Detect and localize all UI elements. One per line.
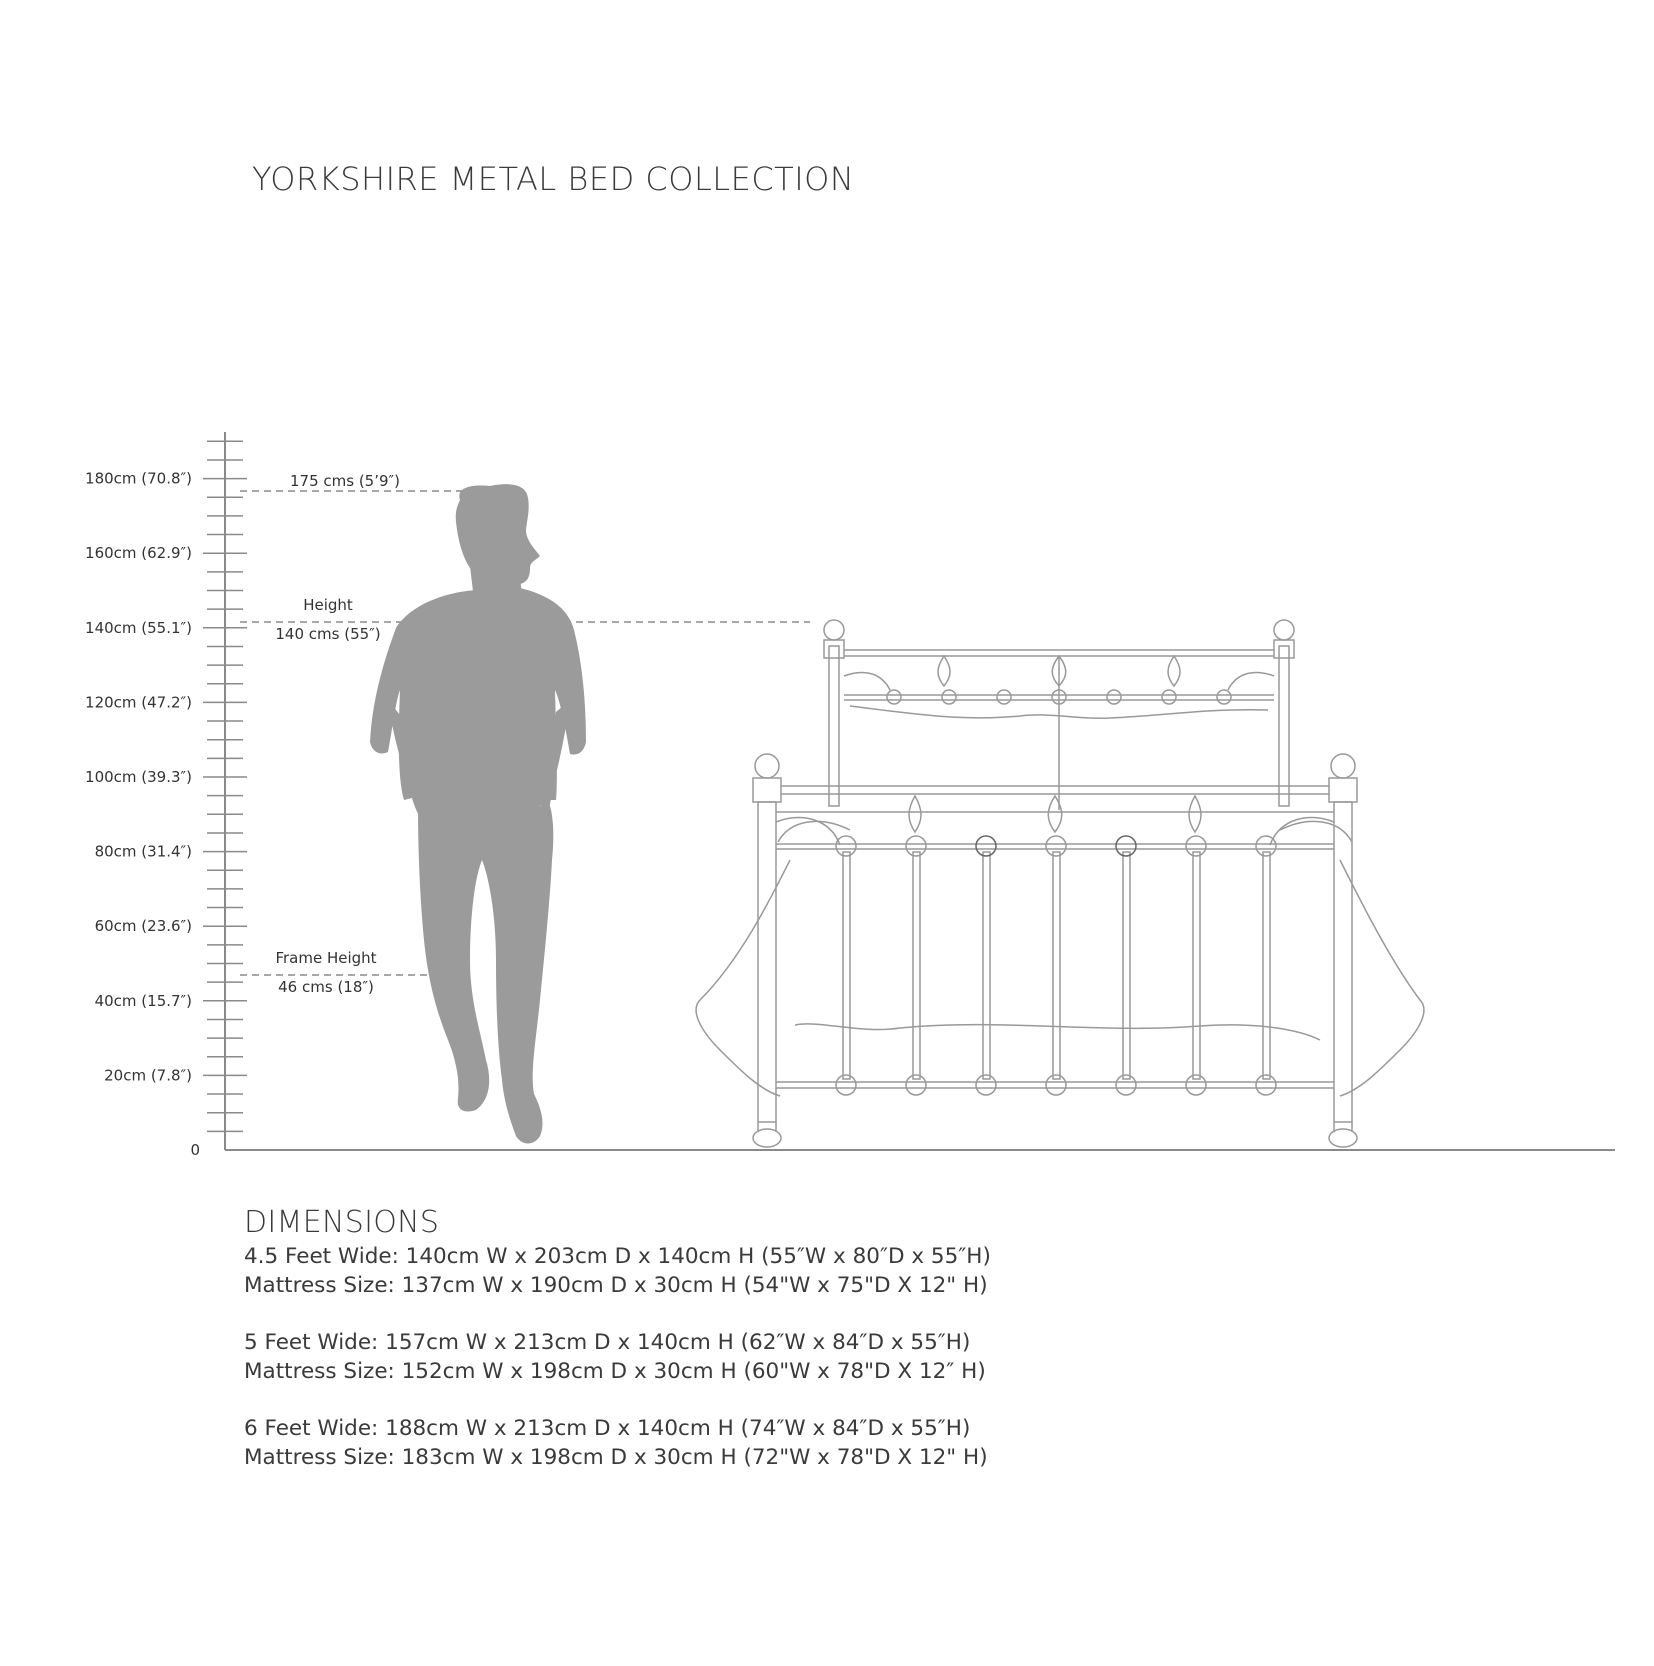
dimensions-heading: DIMENSIONS xyxy=(244,1205,440,1240)
scale-tick-label: 60cm (23.6″) xyxy=(94,917,192,936)
mattress-size-line: Mattress Size: 152cm W x 198cm D x 30cm H (60"W x 78"D X 12″ H) xyxy=(244,1359,986,1384)
frame-height-label: 46 cms (18″) xyxy=(278,978,374,996)
bed-size-line: 6 Feet Wide: 188cm W x 213cm D x 140cm H (74″W x 84″D x 55″H) xyxy=(244,1416,971,1441)
scale-tick-label: 180cm (70.8″) xyxy=(85,469,192,488)
person-silhouette xyxy=(370,484,586,1143)
scale-tick-label: 80cm (31.4″) xyxy=(94,842,192,861)
scale-tick-label: 140cm (55.1″) xyxy=(85,618,192,637)
scale-tick-label: 100cm (39.3″) xyxy=(85,768,192,786)
scale-tick-label: 20cm (7.8″) xyxy=(104,1066,192,1085)
bed-height-label: 140 cms (55″) xyxy=(275,625,381,643)
person-height-label: 175 cms (5’9″) xyxy=(289,472,401,490)
bed-drawing xyxy=(696,620,1424,1147)
footboard xyxy=(753,754,1357,1147)
dimensions-group-4-5ft xyxy=(244,1242,991,1300)
bed-size-line: 4.5 Feet Wide: 140cm W x 203cm D x 140cm H (55″W x 80″D x 55″H) xyxy=(244,1244,991,1269)
dimensions-section xyxy=(244,1205,991,1500)
scale-zero-label: 0 xyxy=(190,1141,200,1159)
bed-height-title: Height xyxy=(303,596,353,614)
scale-tick-label: 160cm (62.9″) xyxy=(85,544,192,563)
frame-height-title: Frame Height xyxy=(275,949,377,967)
mattress-size-line: Mattress Size: 137cm W x 190cm D x 30cm H (54"W x 75"D X 12" H) xyxy=(244,1273,988,1298)
height-scale xyxy=(85,432,247,1159)
page-title: YORKSHIRE METAL BED COLLECTION xyxy=(252,160,855,198)
dimensions-group-5ft xyxy=(244,1328,991,1386)
person-head xyxy=(456,484,540,585)
scale-labels xyxy=(85,470,192,1085)
dimensions-group-6ft xyxy=(244,1414,991,1472)
scale-tick-label: 40cm (15.7″) xyxy=(94,991,192,1010)
headboard xyxy=(824,620,1294,810)
scale-tick-label: 120cm (47.2″) xyxy=(85,693,192,712)
person-legs xyxy=(418,806,553,1144)
bed-size-line: 5 Feet Wide: 157cm W x 213cm D x 140cm H (62″W x 84″D x 55″H) xyxy=(244,1330,971,1355)
mattress-size-line: Mattress Size: 183cm W x 198cm D x 30cm H (72"W x 78"D X 12" H) xyxy=(244,1445,988,1470)
